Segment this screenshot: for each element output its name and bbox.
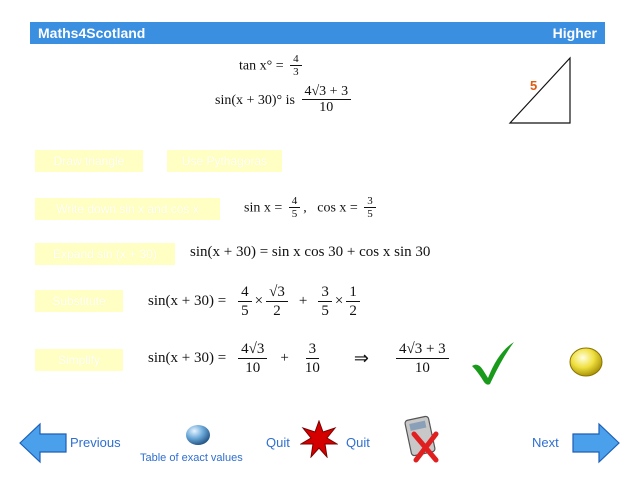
- implies-arrow: ⇒: [353, 348, 369, 369]
- quit-right-link[interactable]: Quit: [346, 435, 370, 450]
- use-pythagoras-button[interactable]: Use Pythagoras: [167, 150, 282, 172]
- triangle-hypotenuse-label: 5: [530, 78, 538, 93]
- simp-lhs: sin(x + 30) =: [148, 350, 227, 367]
- header-title: Maths4Scotland: [38, 25, 146, 41]
- problem-line-1-lhs: tan x° =: [239, 58, 284, 74]
- sub-a-den: 5: [241, 302, 249, 319]
- header-level: Higher: [552, 25, 597, 41]
- expand-button[interactable]: Expand sin (x + 30): [35, 243, 175, 265]
- simplification-formula: sin(x + 30) = $\frac{4√3}{10}$ + $\frac{3}{10}$ ⇒ $\frac{4√3 + 3}{10}$: [148, 341, 452, 377]
- sin-num: 4: [289, 195, 301, 208]
- problem-line-2-num: 4√3 + 3: [302, 84, 352, 100]
- problem-line-2: [215, 84, 354, 117]
- draw-triangle-button[interactable]: Draw triangle: [35, 150, 143, 172]
- write-down-sin-cos-button[interactable]: Write down sin x and cos x: [35, 198, 220, 220]
- check-icon: [468, 340, 518, 388]
- substitution-formula: sin(x + 30) = $\frac{4}{5}$ × $\frac{√3}{2}$ + $\frac{3}{5}$ × $\frac{1}{2}$: [148, 284, 363, 320]
- cos-den: 5: [367, 208, 373, 221]
- expansion-formula: sin(x + 30) = sin x cos 30 + cos x sin 30: [190, 244, 431, 260]
- header-bar: [30, 22, 605, 44]
- sub-b-den: 2: [273, 302, 281, 319]
- sub-lhs: sin(x + 30) =: [148, 293, 227, 310]
- cos-num: 3: [364, 195, 376, 208]
- simp-a-num: 4√3: [238, 341, 267, 359]
- problem-line-1-num: 4: [290, 53, 302, 66]
- sub-d-den: 2: [349, 302, 357, 319]
- sub-d-num: 1: [346, 284, 360, 302]
- result-num: 4√3 + 3: [396, 341, 449, 359]
- sin-cos-values: sin x = $\frac{4}{5}$ , cos x = $\frac{3}{5}$: [244, 195, 379, 221]
- sub-b-num: √3: [266, 284, 288, 302]
- problem-line-2-den: 10: [319, 100, 334, 116]
- right-arrow-icon[interactable]: [571, 420, 621, 466]
- simp-b-den: 10: [304, 359, 320, 376]
- simplify-button[interactable]: Simplify: [35, 349, 123, 371]
- next-link[interactable]: Next: [532, 435, 559, 450]
- problem-line-1-den: 3: [293, 66, 299, 79]
- calculator-icon[interactable]: [400, 414, 444, 464]
- stop-icon[interactable]: [300, 420, 338, 458]
- previous-link[interactable]: Previous: [70, 435, 121, 450]
- result-den: 10: [414, 359, 430, 376]
- triangle-shape: [510, 58, 570, 123]
- gold-orb-icon[interactable]: [566, 344, 606, 380]
- simp-a-den: 10: [245, 359, 261, 376]
- sub-c-num: 3: [318, 284, 332, 302]
- sin-den: 5: [291, 208, 298, 221]
- simp-b-num: 3: [306, 341, 320, 359]
- blue-orb-icon[interactable]: [183, 420, 213, 450]
- problem-line-2-lhs: sin(x + 30)° is: [215, 92, 295, 108]
- sin-label: sin x =: [244, 200, 283, 216]
- left-arrow-icon[interactable]: [18, 420, 68, 466]
- triangle-diagram: [505, 55, 575, 125]
- sub-c-den: 5: [321, 302, 329, 319]
- substitute-button[interactable]: Substitute: [35, 290, 123, 312]
- problem-line-1: [239, 53, 305, 79]
- table-of-exact-values-link[interactable]: Table of exact values: [140, 452, 243, 464]
- sub-a-num: 4: [238, 284, 252, 302]
- cos-label: cos x =: [317, 200, 358, 216]
- quit-left-link[interactable]: Quit: [266, 435, 290, 450]
